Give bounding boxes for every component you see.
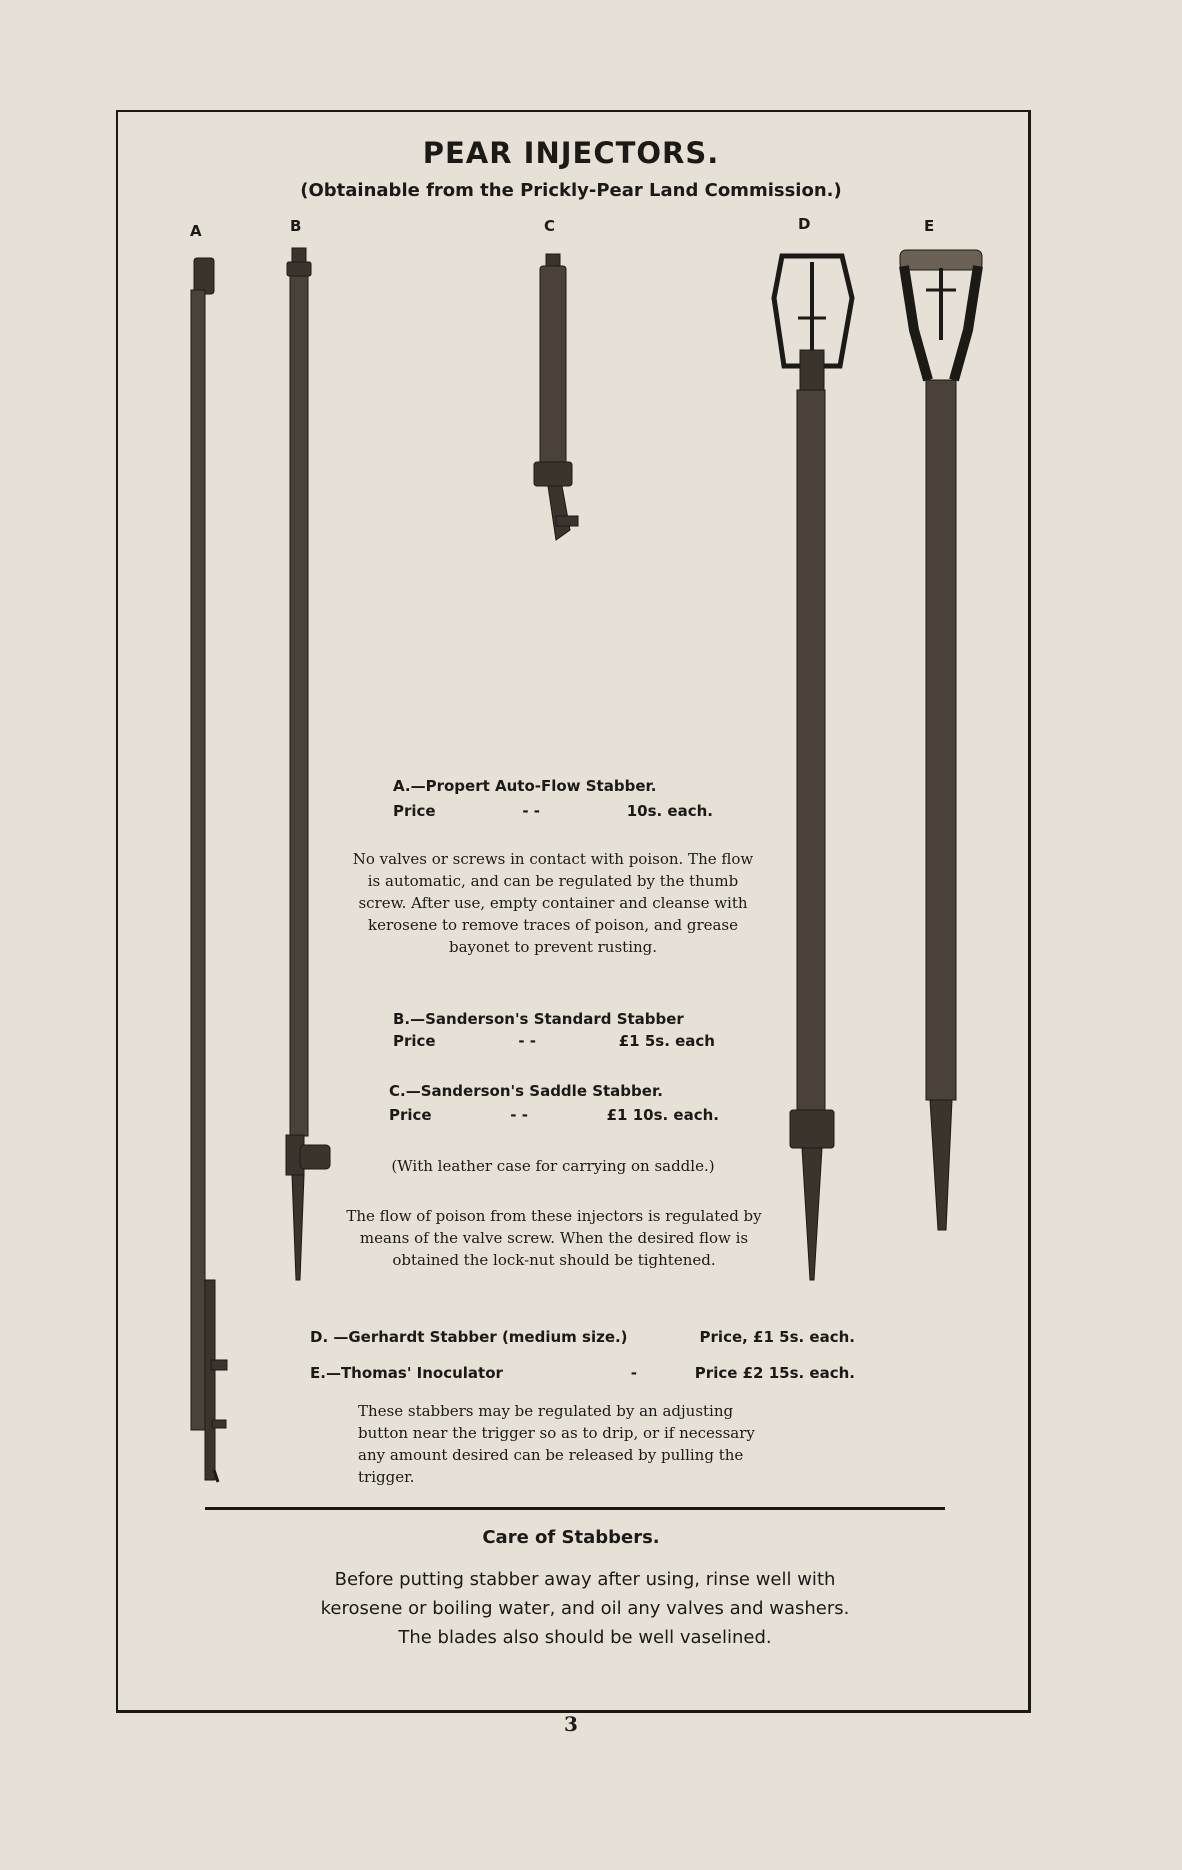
stabber-c-entry <box>389 1080 719 1126</box>
page-number: 3 <box>564 1712 578 1736</box>
stabber-b-heading: B.—Sanderson's Standard Stabber <box>393 1010 684 1028</box>
stabber-a-price: 10s. each. <box>626 802 713 820</box>
figure-label-a: A <box>190 222 202 240</box>
stabber-c-dashes: - - <box>510 1106 528 1124</box>
stabber-c-price-row <box>389 1104 719 1126</box>
figure-label-d: D <box>798 215 811 233</box>
stabber-a-description: No valves or screws in contact with poison. The flow is automatic, and can be regulated by the thumb screw. After use, empty container and cleanse with kerosene to remove traces of poison, and grease bayonet to prevent rusting. <box>352 850 754 956</box>
figure-label-e: E <box>924 217 935 235</box>
stabber-a-dashes: - - <box>522 802 540 820</box>
stabber-c-price-label: Price <box>389 1106 432 1124</box>
stabber-d-price: Price, £1 5s. each. <box>699 1328 855 1346</box>
stabber-d-heading: D. —Gerhardt Stabber (medium size.) <box>310 1328 628 1346</box>
stabber-a-price-label: Price <box>393 802 436 820</box>
stabber-c-heading: C.—Sanderson's Saddle Stabber. <box>389 1082 663 1100</box>
stabber-c-illustration <box>534 254 578 540</box>
figure-label-b: B <box>290 217 302 235</box>
stabber-d-illustration <box>774 256 852 1280</box>
stabber-c-flow-note: The flow of poison from these injectors is regulated by means of the valve screw. When the desired flow is obtained the lock-nut should be tightened. <box>346 1207 762 1269</box>
stabber-b-price: £1 5s. each <box>618 1032 715 1050</box>
stabber-e-row <box>310 1362 855 1384</box>
stabber-d-entry <box>310 1326 855 1348</box>
stabber-b-dashes: - - <box>518 1032 537 1050</box>
stabber-a-illustration <box>191 258 227 1482</box>
stabber-a-heading: A.—Propert Auto-Flow Stabber. <box>393 777 657 795</box>
figure-label-c: C <box>544 217 556 235</box>
stabber-b-price-label: Price <box>393 1032 436 1050</box>
stabber-a-price-row <box>393 800 713 822</box>
care-text: Before putting stabber away after using, rinse well with kerosene or boiling water, and oil any valves and washers. The blades also should be well vaselined. <box>320 1569 850 1648</box>
stabber-e-description: These stabbers may be regulated by an adjusting button near the trigger so as to drip, or if necessary any amount desired can be released by pulling the trigger. <box>358 1402 755 1486</box>
page-subtitle: (Obtainable from the Prickly-Pear Land Commission.) <box>300 180 842 201</box>
stabber-a-entry <box>393 775 713 822</box>
page-title: PEAR INJECTORS. <box>422 136 720 170</box>
stabber-c-note: (With leather case for carrying on saddle.) <box>391 1157 715 1175</box>
stabber-b-price-row <box>393 1030 715 1052</box>
stabber-d-row <box>310 1326 855 1348</box>
stabber-e-price: Price £2 15s. each. <box>694 1364 855 1382</box>
stabber-b-illustration <box>286 248 330 1280</box>
stabber-e-dash: - <box>630 1364 637 1382</box>
stabber-b-entry <box>393 1008 715 1052</box>
stabber-c-price: £1 10s. each. <box>606 1106 719 1124</box>
stabber-e-entry <box>310 1362 855 1384</box>
section-divider <box>205 1507 945 1510</box>
care-heading: Care of Stabbers. <box>482 1527 660 1548</box>
stabber-e-heading: E.—Thomas' Inoculator <box>310 1364 503 1382</box>
stabber-e-illustration <box>900 250 982 1230</box>
